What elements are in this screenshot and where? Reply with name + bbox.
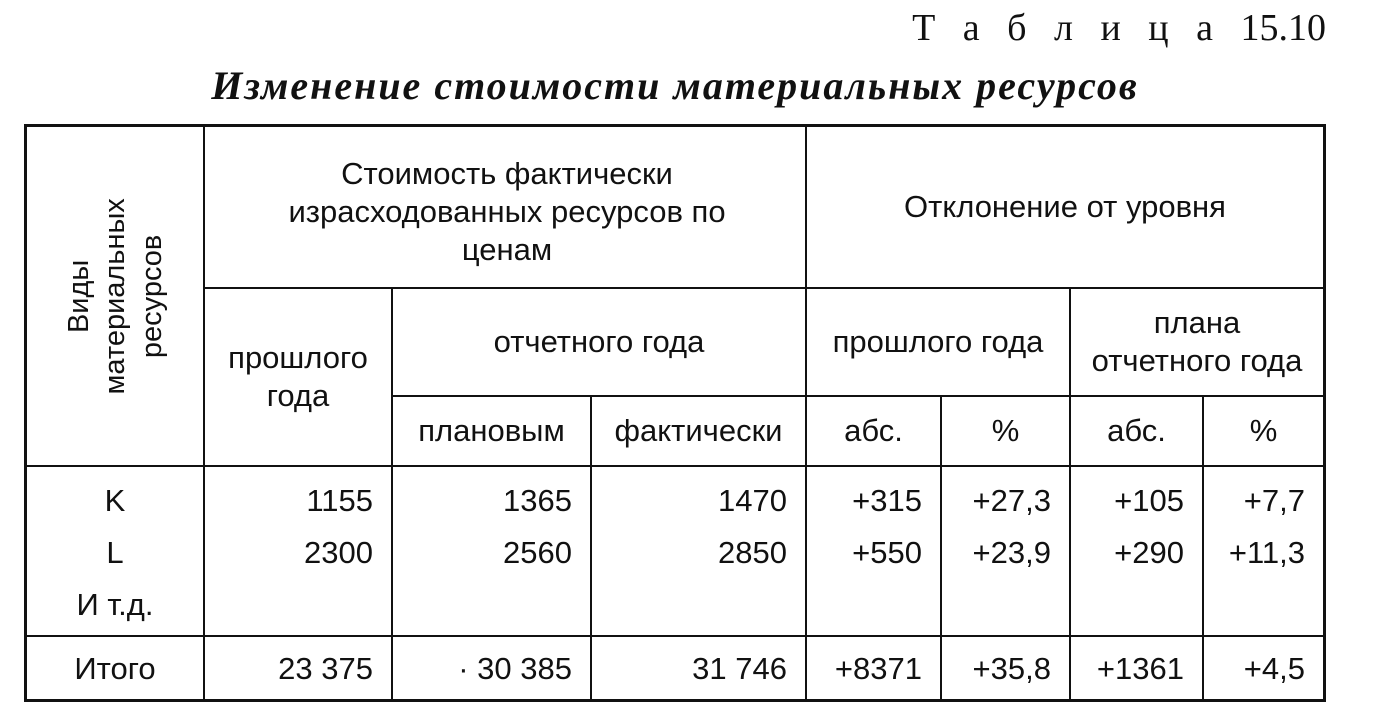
row-1-plan: 1365 [503,483,572,519]
header-cost-group: Стоимость фактически израсходованных ресурсов по ценам [288,156,726,267]
header-actual: фактически [614,413,783,449]
total-plan: · 30 385 [458,651,572,687]
row-1-prev: 1155 [306,483,373,519]
total-abs1: +8371 [834,651,922,687]
row-2-fact: 2850 [718,535,787,571]
header-planned: плановым [418,413,565,449]
total-fact: 31 746 [692,651,787,687]
table-number: 15.10 [1240,7,1326,49]
row-1-abs2: +105 [1114,483,1184,519]
table-number-label [912,6,1326,50]
rule-header-bottom [27,465,1323,467]
row-2-pct2: +11,3 [1228,535,1305,571]
row-2-plan: 2560 [503,535,572,571]
rule-total [27,635,1323,637]
row-1-pct2: +7,7 [1243,483,1305,519]
total-name: Итого [74,651,156,687]
row-2-pct1: +23,9 [972,535,1051,571]
data-table [24,124,1326,702]
row-2-abs2: +290 [1114,535,1184,571]
row-1-pct1: +27,3 [972,483,1051,519]
header-pct-2: % [1249,413,1278,449]
header-resource-types: Виды материальных ресурсов [62,197,168,395]
header-dev-prev-year: прошлого года [832,324,1044,360]
total-prev: 23 375 [278,651,373,687]
header-abs-1: абс. [844,413,903,449]
header-prev-year: прошлого года [228,340,368,413]
row-2-name: L [106,535,124,571]
total-pct1: +35,8 [972,651,1051,687]
header-abs-2: абс. [1107,413,1166,449]
row-1-fact: 1470 [718,483,787,519]
total-pct2: +4,5 [1243,651,1305,687]
table-title: Изменение стоимости материальных ресурсов [211,63,1139,108]
total-abs2: +1361 [1096,651,1184,687]
row-3-name: И т.д. [76,587,154,623]
header-report-year: отчетного года [493,324,705,360]
header-deviation-group: Отклонение от уровня [904,189,1226,225]
table-word: Т а б л и ц а [912,7,1222,49]
header-dev-plan: плана отчетного года [1091,305,1303,378]
row-1-abs1: +315 [852,483,922,519]
row-2-prev: 2300 [304,535,373,571]
row-1-name: K [104,483,126,519]
header-pct-1: % [991,413,1020,449]
row-2-abs1: +550 [852,535,922,571]
